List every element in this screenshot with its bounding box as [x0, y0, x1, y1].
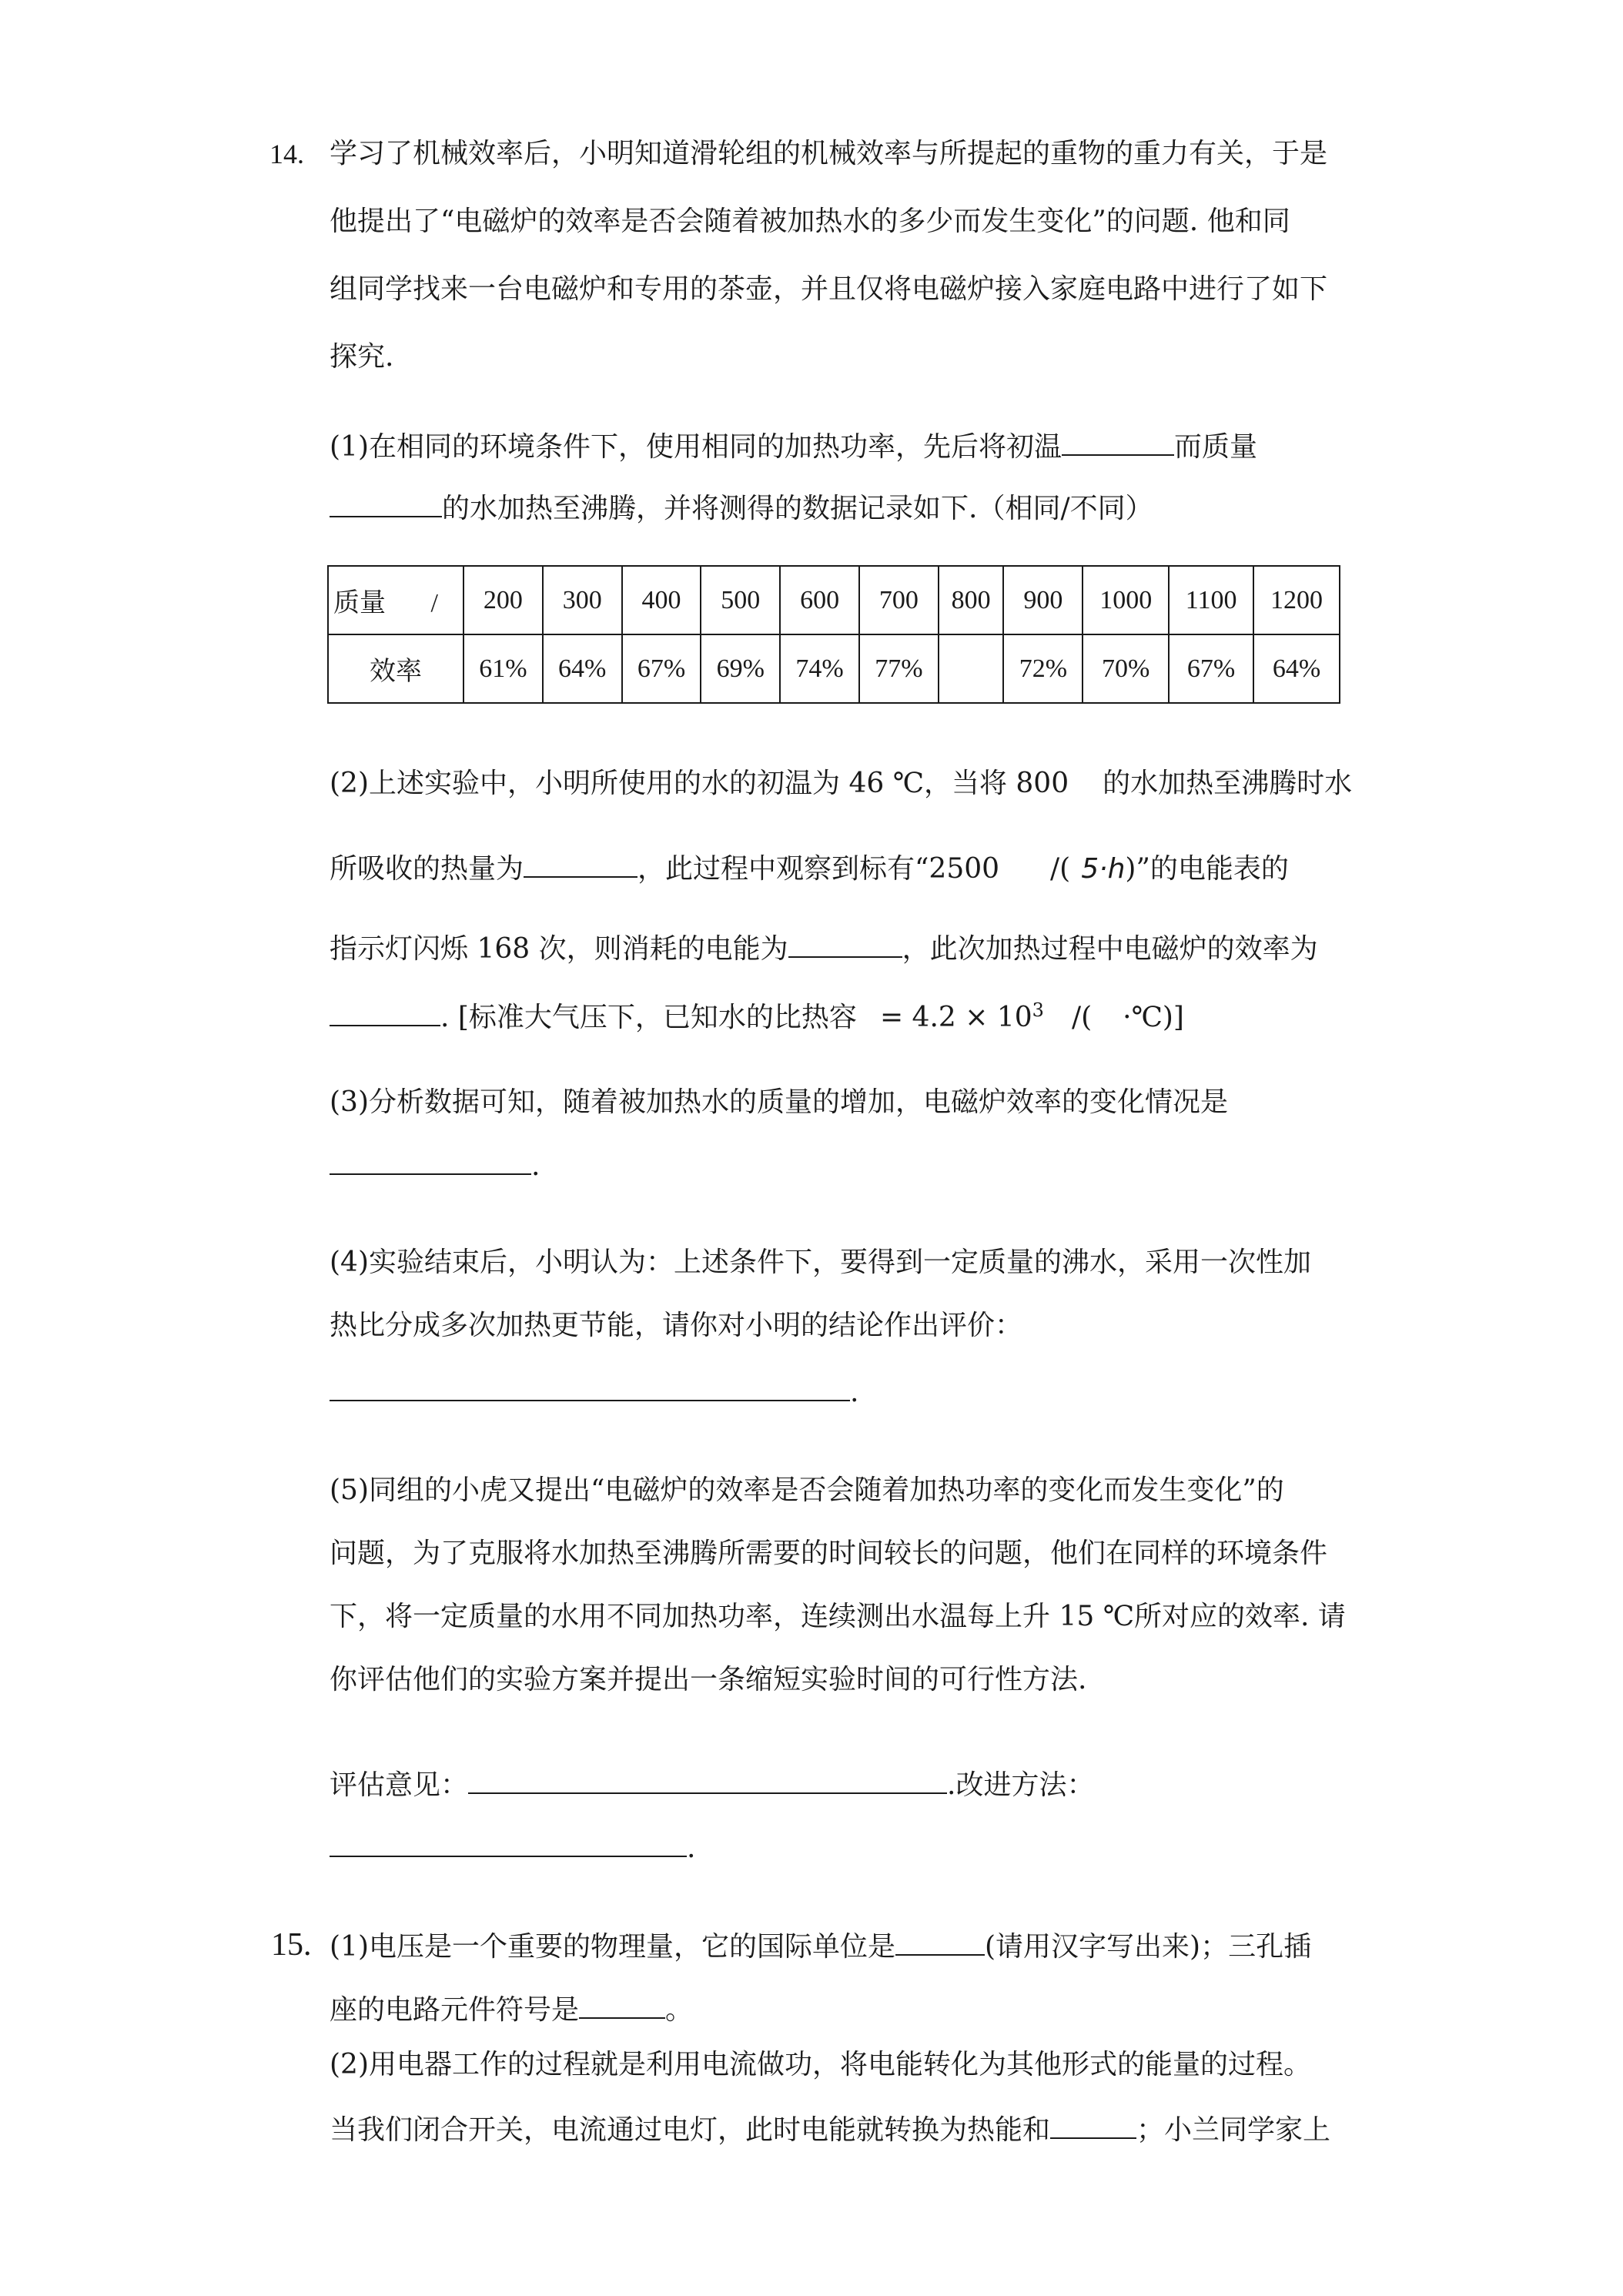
q14-part2-text-h: ，此次加热过程中电磁炉的效率为	[902, 933, 1318, 965]
q14-intro-line-4: 探究.	[330, 341, 394, 373]
q14-part2-text-i: . [标准大气压下，已知水的比热容	[440, 1002, 857, 1033]
table-cell-empty[interactable]	[939, 634, 1004, 703]
q14-part4-line-3	[330, 1374, 858, 1410]
answer-blank[interactable]	[524, 850, 637, 878]
answer-blank[interactable]	[330, 1829, 687, 1857]
q14-part2-text-l: ·℃)]	[1123, 1002, 1184, 1033]
answer-blank[interactable]	[579, 1991, 665, 2019]
q14-part2-text-a: (2)上述实验中，小明所使用的水的初温为 46 ℃，当将 800	[330, 768, 1069, 799]
answer-blank[interactable]	[468, 1766, 947, 1794]
table-cell: 1000	[1083, 566, 1169, 634]
q15-part1-text-a: (1)电压是一个重要的物理量，它的国际单位是	[330, 1931, 895, 1963]
table-cell: 800	[939, 566, 1004, 634]
table-header-mass	[328, 566, 463, 634]
data-table	[327, 565, 1340, 704]
q14-part4-line-1: (4)实验结束后，小明认为：上述条件下，要得到一定质量的沸水，采用一次性加	[330, 1247, 1311, 1278]
q14-part5-line-6	[330, 1829, 695, 1866]
q15-part2-line-2	[330, 2111, 1330, 2147]
q15-part2-line-1: (2)用电器工作的过程就是利用电流做功，将电能转化为其他形式的能量的过程。	[330, 2049, 1311, 2080]
q14-part4-line-2: 热比分成多次加热更节能，请你对小明的结论作出评价：	[330, 1310, 1023, 1341]
q14-part1-text-b: 而质量	[1174, 431, 1258, 463]
table-cell: 900	[1003, 566, 1083, 634]
q14-part5-line-5	[330, 1766, 1094, 1802]
exponent: 3	[1032, 999, 1044, 1021]
answer-blank[interactable]	[330, 999, 440, 1026]
mass-label: 质量	[333, 589, 386, 618]
table-cell: 300	[543, 566, 622, 634]
evaluation-label: 评估意见：	[330, 1769, 469, 1801]
question-number: 14.	[269, 139, 304, 169]
answer-blank[interactable]	[1062, 428, 1174, 456]
q14-part1-text-a: (1)在相同的环境条件下，使用相同的加热功率，先后将初温	[330, 431, 1062, 463]
improvement-label: .改进方法：	[947, 1769, 1095, 1801]
table-cell: 74%	[780, 634, 859, 703]
answer-blank[interactable]	[330, 1147, 531, 1175]
table-cell: 200	[463, 566, 543, 634]
q14-intro-line-2: 他提出了“电磁炉的效率是否会随着被加热水的多少而发生变化”的问题. 他和同	[330, 206, 1290, 237]
q14-part3-line-2	[330, 1147, 540, 1183]
q14-part5-line-2: 问题，为了克服将水加热至沸腾所需要的时间较长的问题，他们在同样的环境条件	[330, 1538, 1328, 1569]
table-cell: 64%	[1253, 634, 1340, 703]
q14-part2-text-e: /(	[1050, 853, 1071, 885]
q14-part5-line-1: (5)同组的小虎又提出“电磁炉的效率是否会随着加热功率的变化而发生变化”的	[330, 1474, 1284, 1506]
q14-part2-line-4	[330, 993, 1184, 1035]
q14-part1-line-2	[330, 490, 1153, 526]
q14-part5-line-3: 下，将一定质量的水用不同加热功率，连续测出水温每上升 15 ℃所对应的效率. 请	[330, 1601, 1346, 1632]
table-row-efficiency	[328, 634, 1340, 703]
table-cell: 67%	[622, 634, 701, 703]
meter-unit: 5·h	[1081, 853, 1126, 885]
table-header-efficiency: 效率	[328, 634, 463, 703]
table-cell: 67%	[1169, 634, 1253, 703]
table-row-mass	[328, 566, 1340, 634]
q14-part3-line-1: (3)分析数据可知，随着被加热水的质量的增加，电磁炉效率的变化情况是	[330, 1086, 1228, 1118]
answer-blank[interactable]	[895, 1928, 985, 1956]
answer-blank[interactable]	[330, 490, 442, 517]
period: .	[531, 1150, 540, 1182]
table-cell: 600	[780, 566, 859, 634]
q14-intro-line-1: 学习了机械效率后，小明知道滑轮组的机械效率与所提起的重物的重力有关，于是	[330, 138, 1328, 169]
table-cell: 1100	[1169, 566, 1253, 634]
q14-part1-text-c: 的水加热至沸腾，并将测得的数据记录如下.（相同/不同）	[442, 493, 1153, 524]
q15-part1-text-c: 座的电路元件符号是	[330, 1994, 580, 2026]
question-number: 15.	[271, 1927, 312, 1963]
table-cell: 70%	[1083, 634, 1169, 703]
q15-part2-text-a: 当我们闭合开关，电流通过电灯，此时电能就转换为热能和	[330, 2114, 1051, 2146]
period: .	[687, 1832, 696, 1864]
table-cell: 69%	[701, 634, 780, 703]
q14-part2-text-c: 所吸收的热量为	[330, 853, 524, 885]
answer-blank[interactable]	[788, 930, 902, 958]
table-cell: 1200	[1253, 566, 1340, 634]
table-cell: 61%	[463, 634, 543, 703]
answer-blank[interactable]	[1050, 2111, 1136, 2139]
table-cell: 77%	[859, 634, 939, 703]
q15-part1-line-2	[330, 1991, 693, 2027]
q14-part5-line-4: 你评估他们的实验方案并提出一条缩短实验时间的可行性方法.	[330, 1664, 1087, 1695]
mass-unit: /	[430, 589, 438, 618]
q14-part2-text-g: 指示灯闪烁 168 次，则消耗的电能为	[330, 933, 788, 965]
period: .	[850, 1377, 859, 1408]
table-cell: 64%	[543, 634, 622, 703]
table-cell: 500	[701, 566, 780, 634]
table-cell: 700	[859, 566, 939, 634]
table-cell: 72%	[1003, 634, 1083, 703]
q14-part2-line-3	[330, 930, 1318, 966]
q14-part2-text-f: )”的电能表的	[1125, 853, 1289, 885]
q14-part2-line-1	[330, 767, 1352, 801]
q14-part1-line-1	[330, 428, 1257, 464]
q14-part2-text-k: /(	[1071, 1002, 1093, 1033]
table-cell: 400	[622, 566, 701, 634]
q14-part2-text-b: 的水加热至沸腾时水	[1103, 768, 1353, 799]
q14-part2-line-2	[330, 850, 1289, 886]
answer-blank[interactable]	[330, 1374, 850, 1401]
q15-part2-text-b: ；小兰同学家上	[1136, 2114, 1331, 2146]
q14-intro-line-3: 组同学找来一台电磁炉和专用的茶壶，并且仅将电磁炉接入家庭电路中进行了如下	[330, 273, 1328, 305]
q15-part1-line-1	[330, 1928, 1311, 1964]
q15-part1-text-d: 。	[665, 1994, 694, 2026]
q15-part1-text-b: (请用汉字写出来)；三孔插	[985, 1931, 1312, 1963]
q14-part2-text-j: = 4.2 × 10	[879, 1002, 1032, 1033]
q14-part2-text-d: ，此过程中观察到标有“2500	[637, 853, 1000, 885]
